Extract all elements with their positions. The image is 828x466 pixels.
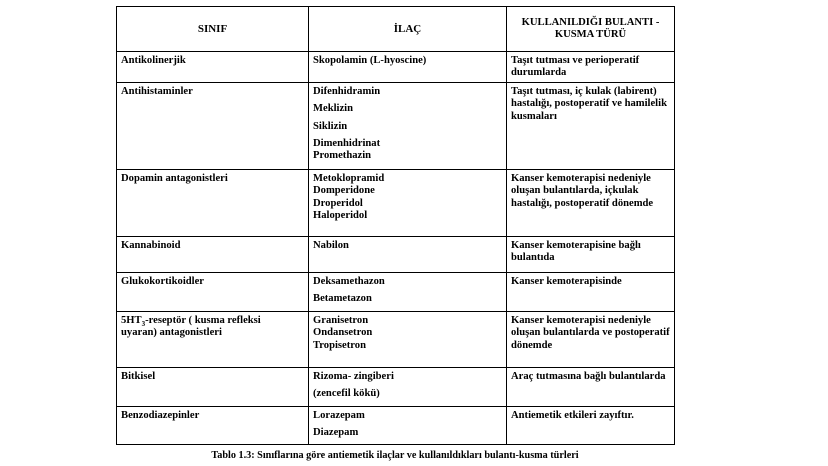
drug-name: Siklizin <box>313 120 348 132</box>
drug-cell <box>309 311 507 367</box>
drug-name: (zencefil kökü) <box>313 388 380 400</box>
drug-name: Lorazepam <box>313 409 365 421</box>
drug-name: Tropisetron <box>313 339 366 351</box>
drug-cell <box>309 169 507 236</box>
drug-cell <box>309 236 507 272</box>
drug-cell <box>309 52 507 83</box>
table-row <box>117 367 675 406</box>
class-cell: Bitkisel <box>117 367 309 406</box>
drug-cell <box>309 272 507 311</box>
class-cell: Antihistaminler <box>117 82 309 169</box>
drug-name: Diazepam <box>313 427 359 439</box>
drug-name: Difenhidramin <box>313 85 381 97</box>
class-name-prefix: 5HT <box>121 314 142 326</box>
class-cell <box>117 311 309 367</box>
drug-name: Ondansetron <box>313 327 373 339</box>
table-row <box>117 169 675 236</box>
drug-name: Granisetron <box>313 314 369 326</box>
drug-name: Deksamethazon <box>313 275 385 287</box>
table-caption: Tablo 1.3: Sınıflarına göre antiemetik ilaçlar ve kullanıldıkları bulantı-kusma türleri <box>211 450 579 461</box>
table-row <box>117 52 675 83</box>
usage-cell: Kanser kemoterapisi nedeniyle oluşan bulantılarda, içkulak hastalığı, postoperatif dönemde <box>507 169 675 236</box>
table-row <box>117 272 675 311</box>
class-cell: Antikolinerjik <box>117 52 309 83</box>
drug-cell <box>309 406 507 444</box>
drug-cell <box>309 367 507 406</box>
class-cell: Benzodiazepinler <box>117 406 309 444</box>
drug-name: Droperidol <box>313 197 363 209</box>
antiemetic-table <box>116 6 675 445</box>
drug-name: Nabilon <box>313 239 349 251</box>
class-cell: Dopamin antagonistleri <box>117 169 309 236</box>
class-name-subscript: 3 <box>141 319 146 328</box>
table-row <box>117 236 675 272</box>
drug-name: Rizoma- zingiberi <box>313 370 394 382</box>
header-usage-type: KULLANILDIĞI BULANTI - KUSMA TÜRÜ <box>507 7 675 52</box>
drug-name: Skopolamin (L-hyoscine) <box>313 55 427 66</box>
usage-cell: Araç tutmasına bağlı bulantılarda <box>507 367 675 406</box>
class-cell: Kannabinoid <box>117 236 309 272</box>
usage-cell: Taşıt tutması, iç kulak (labirent) hastalığı, postoperatif ve hamilelik kusmaları <box>507 82 675 169</box>
table-row <box>117 82 675 169</box>
usage-cell: Antiemetik etkileri zayıftır. <box>507 406 675 444</box>
table-header-row <box>117 7 675 52</box>
drug-name: Domperidone <box>313 185 375 197</box>
class-name-suffix: -reseptör ( kusma refleksi uyaran) antagonistleri <box>121 314 261 339</box>
drug-name: Betametazon <box>313 293 372 305</box>
usage-cell: Kanser kemoterapisinde <box>507 272 675 311</box>
class-cell: Glukokortikoidler <box>117 272 309 311</box>
header-class: SINIF <box>117 7 309 52</box>
usage-cell: Kanser kemoterapisi nedeniyle oluşan bulantılarda ve postoperatif dönemde <box>507 311 675 367</box>
table-row <box>117 311 675 367</box>
table-row <box>117 406 675 444</box>
drug-name: Meklizin <box>313 103 354 115</box>
drug-name: Dimenhidrinat Promethazin <box>313 138 381 162</box>
drug-name: Haloperidol <box>313 210 368 222</box>
drug-name: Metoklopramid <box>313 172 385 184</box>
usage-cell: Kanser kemoterapisine bağlı bulantıda <box>507 236 675 272</box>
usage-cell: Taşıt tutması ve perioperatif durumlarda <box>507 52 675 83</box>
drug-cell <box>309 82 507 169</box>
header-drug: İLAÇ <box>309 7 507 52</box>
